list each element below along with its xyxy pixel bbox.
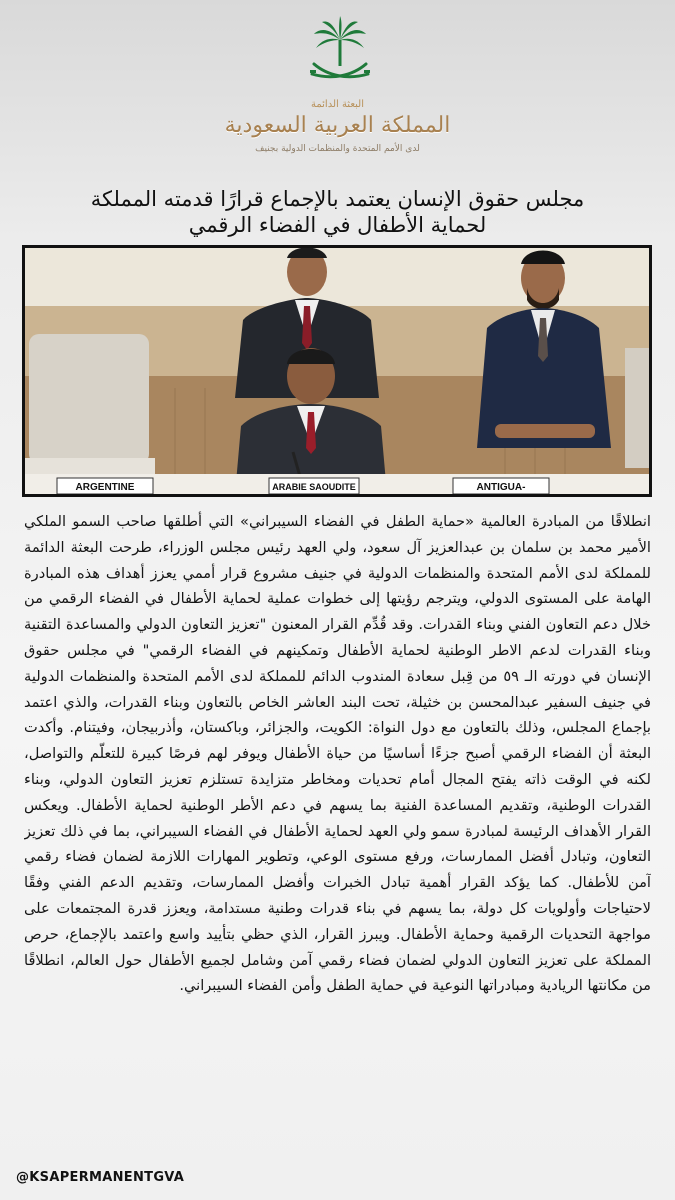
mission-line-top: البعثة الدائمة — [310, 99, 364, 110]
headline-line-1: مجلس حقوق الإنسان يعتمد بالإجماع قرارًا قدمته المملكة — [90, 187, 585, 211]
council-session-illustration — [25, 248, 649, 494]
social-handle: @KSAPERMANENTGVA — [16, 1170, 185, 1185]
headline — [40, 186, 635, 238]
placard-saudi: ARABIE SAOUDITE — [272, 482, 356, 492]
news-photo — [22, 245, 652, 497]
mission-line-bottom: لدى الأمم المتحدة والمنظمات الدولية بجنيف — [255, 144, 420, 154]
mission-logo — [0, 98, 675, 156]
saudi-emblem-icon — [300, 14, 380, 94]
article-body: انطلاقًا من المبادرة العالمية «حماية الطفل في الفضاء السيبراني» التي أطلقها صاحب السمو الملكي الأمير محمد بن سلمان بن عبدالعزيز آل سعود، ولي العهد رئيس مجلس الوزراء، طرحت البعثة الدائمة للمملكة لدى الأمم المتحدة والمنظمات الدولية في جنيف مشروع قرار أممي يعزز أهداف هذه المبادرة الهامة على المستوى الدولي، ويترجم رؤيتها إلى خطوات عملية لحماية الأطفال في الفضاء الرقمي من خلال دعم التعاون الفني وبناء القدرات. وقد قُدِّم القرار المعنون "تعزيز التعاون الدولي والمساعدة التقنية وبناء القدرات لدعم الاطر الوطنية لحماية الأطفال وتمكينهم في الفضاء الرقمي" في مجلس حقوق الإنسان في دورته الـ ٥٩ من قِبل سعادة المندوب الدائم للمملكة لدى الأمم المتحدة والمنظمات الدولية في جنيف السفير عبدالمحسن بن خثيلة، تحت البند العاشر الخاص بالتعاون وبناء القدرات، والذي اعتمد بإجماع المجلس، وذلك بالتعاون مع دول النواة: الكويت، والجزائر، وباكستان، وأذربيجان، وفيتنام. وأكدت البعثة أن الفضاء الرقمي أصبح جزءًا أساسيًا من حياة الأطفال ويوفر لهم فرصًا كبيرة للتعلّم والتواصل، لكنه في الوقت ذاته يفتح المجال أمام تحديات ومخاطر متزايدة تستلزم تعزيز التعاون الدولي، وبناء القدرات الوطنية، وتقديم المساعدة الفنية بما يسهم في دعم الأطر الوطنية لحماية الأطفال. ويعكس القرار الأهداف الرئيسة لمبادرة سمو ولي العهد لحماية الأطفال في الفضاء السيبراني، بما في ذلك تعزيز التعاون، وتبادل أفضل الممارسات، ورفع مستوى الوعي، وتطوير المهارات اللازمة لضمان فضاء رقمي آمن للأطفال. كما يؤكد القرار أهمية تبادل الخبرات وأفضل الممارسات، وتقديم الدعم الفني وفقًا لاحتياجات وأولويات كل دولة، بما يسهم في بناء قدرات وطنية مستدامة، ويعزز قدرة المجتمعات على مواجهة التحديات الرقمية وحماية الأطفال. ويبرز القرار، الذي حظي بتأييد واسع واعتمد بالإجماع، حرص المملكة على تعزيز التعاون الدولي لضمان فضاء رقمي آمن وشامل لجميع الأطفال حول العالم، انطلاقًا من مكانتها الريادية ومبادراتها النوعية في حماية الطفل وأمن الفضاء السيبراني. — [24, 513, 651, 995]
placard-argentine: ARGENTINE — [75, 482, 135, 493]
mission-line-main: المملكة العربية السعودية — [224, 113, 451, 138]
placard-antigua: ANTIGUA- — [476, 482, 526, 493]
headline-line-2: لحماية الأطفال في الفضاء الرقمي — [188, 213, 487, 237]
